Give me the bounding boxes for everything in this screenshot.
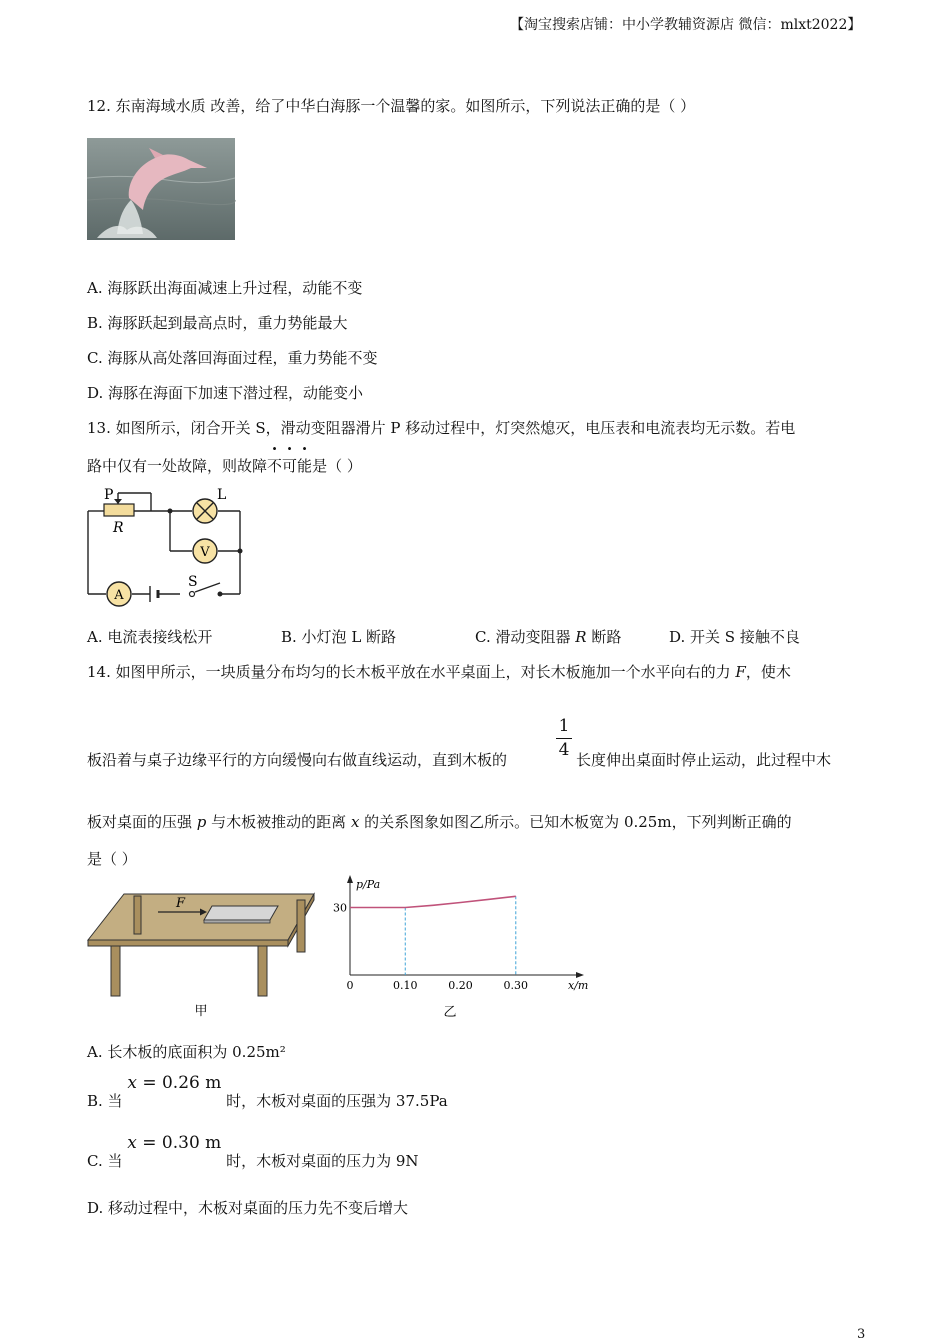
q13-option-c-var: R <box>575 628 587 646</box>
emphasis-char: 不 <box>267 457 283 475</box>
x-axis-arrow <box>576 972 584 978</box>
chart-series-line <box>350 896 516 907</box>
q12-option-d: D. 海豚在海面下加速下潜过程，动能变小 <box>87 384 364 402</box>
q14-line3-c: 的关系图象如图乙所示。已知木板宽为 0.25m，下列判断正确的 <box>359 813 792 831</box>
voltmeter-label: V <box>200 545 210 560</box>
figure-caption-yi: 乙 <box>443 1005 457 1020</box>
q14-stem-line3 <box>87 811 792 832</box>
q14-option-c-pre: C. 当 <box>87 1152 123 1170</box>
page-number: 3 <box>857 1327 866 1342</box>
q13-line2-post: 是（ ） <box>312 457 362 475</box>
q13-option-d: D. 开关 S 接触不良 <box>669 628 800 646</box>
circuit-label-l: L <box>217 487 227 503</box>
x-tick-label: 0.20 <box>448 979 473 992</box>
q14-stem-line2-post: 长度伸出桌面时停止运动，此过程中木 <box>576 751 832 769</box>
y-axis-label: p/Pa <box>356 878 381 891</box>
figure-caption-jia: 甲 <box>194 1004 208 1019</box>
q14-line1-pre: 14. 如图甲所示，一块质量分布均匀的长木板平放在水平桌面上，对长木板施加一个水平向右的力 <box>87 663 736 681</box>
q14-line3-b: 与木板被推动的距离 <box>206 813 351 831</box>
q13-option-a: A. 电流表接线松开 <box>87 628 213 646</box>
q13-stem-line1: 13. 如图所示，闭合开关 S，滑动变阻器滑片 P 移动过程中，灯突然熄灭，电压表和电流表均无示数。若电 <box>87 419 796 437</box>
q14-pressure-var: p <box>196 813 207 831</box>
x-tick-label: 0.30 <box>503 979 529 992</box>
q14-stem-line1 <box>87 661 791 682</box>
equation-value: = 0.30 m <box>136 1133 222 1153</box>
emphasis-char: 可 <box>282 457 298 475</box>
x-axis-label: x/m <box>568 979 589 992</box>
force-label: F <box>176 896 186 911</box>
table-figure <box>86 890 316 1029</box>
q12-option-a: A. 海豚跃出海面减速上升过程，动能不变 <box>87 279 363 297</box>
page-header: 【淘宝搜索店铺：中小学教辅资源店 微信：mlxt2022】 <box>510 17 862 33</box>
x-tick-label: 0 <box>346 979 354 992</box>
equation-var: x <box>127 1073 137 1093</box>
q12-option-b: B. 海豚跃起到最高点时，重力势能最大 <box>87 314 348 332</box>
q13-option-c-pre: C. 滑动变阻器 <box>475 628 576 646</box>
equation-var: x <box>127 1133 137 1153</box>
q14-option-c <box>87 1133 419 1170</box>
q13-option-c <box>475 626 621 647</box>
q14-option-d: D. 移动过程中，木板对桌面的压力先不变后增大 <box>87 1199 409 1217</box>
q12-stem: 12. 东南海域水质 改善，给了中华白海豚一个温馨的家。如图所示，下列说法正确的是（ ） <box>87 97 696 115</box>
q14-option-b-pre: B. 当 <box>87 1092 123 1110</box>
emphasis-char: 能 <box>297 457 313 475</box>
circuit-label-p: P <box>104 487 114 503</box>
circuit-label-s: S <box>188 574 198 590</box>
q14-distance-var: x <box>350 813 360 831</box>
fraction-denominator: 4 <box>558 740 570 760</box>
y-tick-label: 30 <box>333 901 347 915</box>
q14-stem-line2-pre: 板沿着与桌子边缘平行的方向缓慢向右做直线运动，直到木板的 <box>87 751 508 769</box>
q12-option-c: C. 海豚从高处落回海面过程，重力势能不变 <box>87 349 378 367</box>
q14-stem-line4: 是（ ） <box>87 850 137 868</box>
q14-option-c-post: 时，木板对桌面的压力为 9N <box>226 1152 419 1170</box>
q14-line3-a: 板对桌面的压强 <box>87 813 197 831</box>
q14-option-a: A. 长木板的底面积为 0.25m² <box>87 1043 286 1061</box>
fraction-numerator: 1 <box>558 716 570 736</box>
equation-value: = 0.26 m <box>136 1073 222 1093</box>
equation <box>127 1133 221 1153</box>
q13-option-b: B. 小灯泡 L 断路 <box>281 628 397 646</box>
circuit-label-r: R <box>113 520 124 536</box>
fraction <box>556 718 572 759</box>
q14-option-b <box>87 1073 448 1110</box>
pressure-chart <box>325 875 589 1029</box>
equation <box>127 1073 221 1093</box>
q14-force-var: F <box>735 663 746 681</box>
circuit-diagram <box>80 482 260 616</box>
x-tick-label: 0.10 <box>393 979 418 992</box>
q14-line1-post: ，使木 <box>745 663 791 681</box>
q13-line2-pre: 路中仅有一处故障，则故障 <box>87 457 268 475</box>
q14-option-b-post: 时，木板对桌面的压强为 37.5Pa <box>226 1092 448 1110</box>
q13-stem-line2 <box>87 455 362 476</box>
ammeter-label: A <box>114 588 124 603</box>
y-axis-arrow <box>347 875 353 883</box>
q13-option-c-post: 断路 <box>586 628 622 646</box>
dolphin-photo <box>87 138 235 240</box>
